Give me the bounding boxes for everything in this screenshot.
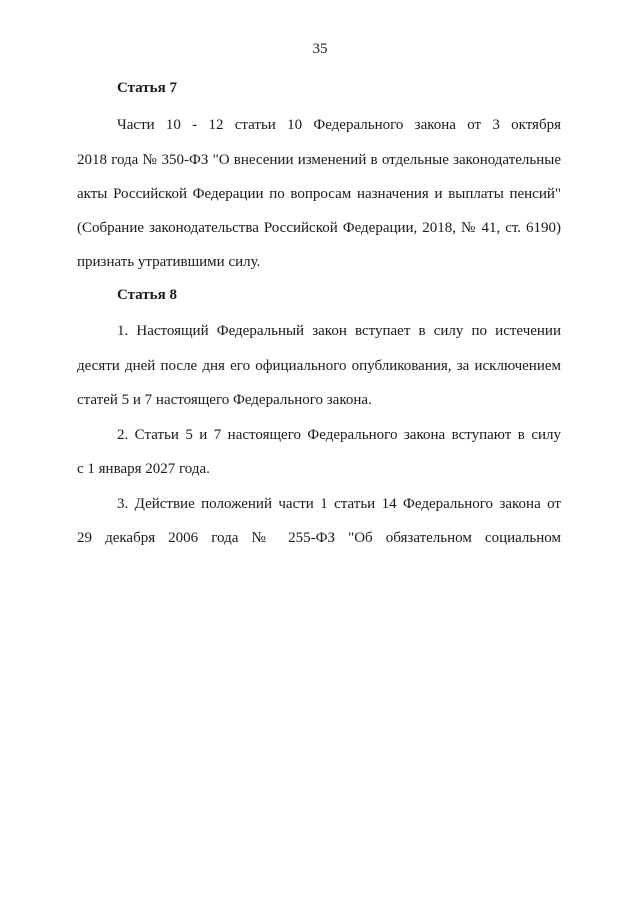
article-8-p2-line-2: с 1 января 2027 года. [77,461,210,477]
page-number: 35 [312,41,328,57]
article-7-line-1: Части 10 - 12 статьи 10 Федерального закона от 3 октября [117,117,561,133]
article-8-p1-line-3: статей 5 и 7 настоящего Федерального закона. [77,392,372,408]
article-7-line-4: (Собрание законодательства Российской Федерации, 2018, № 41, ст. 6190) [77,220,561,236]
article-7-line-2: 2018 года № 350-ФЗ "О внесении изменений в отдельные законодательные [77,152,561,168]
article-8-heading: Статья 8 [117,287,177,303]
article-7-line-3: акты Российской Федерации по вопросам назначения и выплаты пенсий" [77,186,561,202]
article-7-line-5: признать утратившими силу. [77,254,261,270]
article-8-p3-line-2: 29 декабря 2006 года № 255-ФЗ "Об обязательном социальном [77,530,561,546]
article-7-heading: Статья 7 [117,80,177,96]
article-8-p1-line-2: десяти дней после дня его официального опубликования, за исключением [77,358,561,374]
article-8-p1-line-1: 1. Настоящий Федеральный закон вступает в силу по истечении [117,323,561,339]
article-8-p3-line-1: 3. Действие положений части 1 статьи 14 Федерального закона от [117,496,561,512]
article-8-p2-line-1: 2. Статьи 5 и 7 настоящего Федерального закона вступают в силу [117,427,561,443]
